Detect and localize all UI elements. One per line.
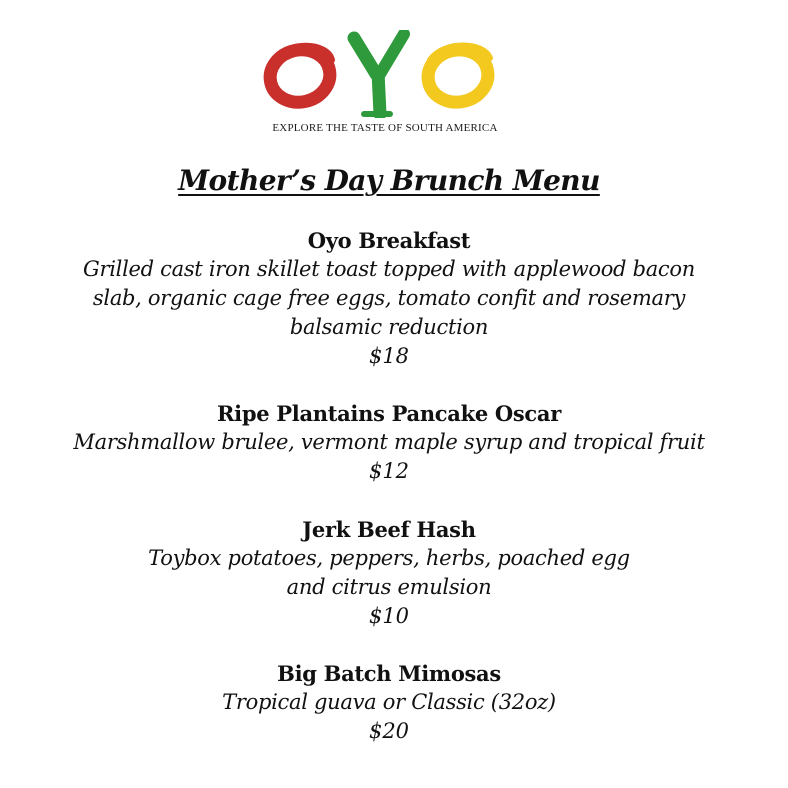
menu-item-price: $18 (368, 344, 410, 368)
menu-item (0, 659, 778, 746)
brand-tagline: EXPLORE THE TASTE OF SOUTH AMERICA (272, 122, 498, 134)
menu-item-description: Marshmallow brulee, vermont maple syrup and tropical fruit (73, 430, 705, 454)
oyo-logo-graphic (258, 30, 508, 118)
menu-item-name: Jerk Beef Hash (302, 517, 476, 542)
menu-title: Mother’s Day Brunch Menu (178, 164, 600, 197)
menu-item-name: Oyo Breakfast (307, 228, 471, 253)
logo-letter-o-yellow (424, 45, 492, 107)
oyo-logo (258, 30, 508, 118)
menu-item-name: Ripe Plantains Pancake Oscar (216, 401, 561, 426)
logo-letter-y-green (354, 34, 404, 114)
logo-letter-o-red (265, 44, 335, 107)
menu-item-price: $10 (368, 604, 410, 628)
menu-item (0, 226, 778, 371)
menu-item-name: Big Batch Mimosas (277, 661, 501, 686)
menu-item-description: Grilled cast iron skillet toast topped with applewood bacon slab, organic cage free eggs, tomato confit and rosemary balsamic reduction (83, 257, 695, 339)
menu-item-price: $12 (368, 459, 410, 483)
menu-item-description: Toybox potatoes, peppers, herbs, poached egg and citrus emulsion (148, 546, 630, 599)
menu-item (0, 515, 778, 631)
menu-item-description: Tropical guava or Classic (32oz) (222, 690, 556, 714)
menu-item-price: $20 (368, 719, 410, 743)
menu-item (0, 399, 778, 486)
